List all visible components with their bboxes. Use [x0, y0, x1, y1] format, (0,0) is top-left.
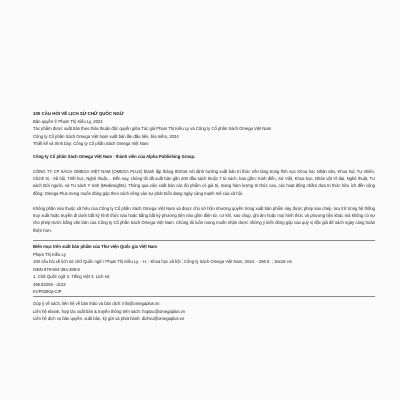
rights-paragraph: Không phần nào thuộc xã hữu của Công ty Cổ phần Sách Omega Việt Nam và được chủ sở hữu nhượng quyền trong xuất bản phẩm này được phép sao chép, lưu trữ trong hệ thống truy xuất hoặc truyền đi dưới bất kỳ hình thức nào hoặc bằng bất kỳ phương tiện nào gồm điện tử, cơ khí, sao chụp, ghi âm hoặc mọi hình thức và phương tiện khác mà không có sự cho phép trước bằng văn bản của Công ty Cổ phần Sách Omega Việt Nam. Chúng tôi luôn mong muốn nhận được những ý kiến đóng góp của quý vị độc giả để sách ngày càng hoàn thiện hơn. [33, 206, 375, 233]
publisher-heading: Công ty Cổ phần Sách Omega Việt Nam - thành viên của Alpha Publishing Group. [33, 154, 196, 159]
cataloging-heading: Biên mục trên xuất bản phẩm của Thư viện Quốc gia Việt Nam [33, 244, 157, 249]
edition-line: Công ty Cổ phần Sách Omega Việt Nam xuất bản lần đầu tiên, bìa mềm, 2024 [33, 133, 179, 139]
publisher-block [33, 153, 375, 161]
contact-cooperation: Liên hệ ebook, hợp tác xuất bản & truyền thông trên sách: hoptac@omegaplus.vn [33, 308, 186, 314]
publisher-about-paragraph: CÔNG TY CP SÁCH OMEGA VIỆT NAM (OMEGA PLUS) thành lập tháng 8/2016 với định hướng xuất bản tri thức nền tảng trong lĩnh vực Khoa học Nhân văn, Khoa học Tự nhiên, Chính trị - Xã hội, Triết học, Nghệ thuật.... Đến nay, chúng tôi đã xuất bản gần 200 đầu sách thuộc 7 tủ sách, bao gồm: Kinh điển, Sử Việt, Khoa học, Nhân vật Vĩ đại, Nghệ thuật, Tư sách Đời người, và Tư sách Y sinh (Medinsights). Thông qua việc xuất bản các ấn phẩm có giá trị, mang hàm lượng tri thức cao, các hoạt động nhằm đưa tri thức hữu ích đến cộng đồng; Omega Plus mong muốn đóng góp theo cách riêng vào sự phát triển đang ngày càng mạnh mẽ của xã hội. [33, 169, 375, 196]
cataloging-author: Phạm Thị Kiều Ly [33, 251, 66, 257]
book-title: 100 CÂU HỎI VỀ LỊCH SỬ CHỮ QUỐC NGỮ [33, 111, 124, 116]
classification-number: 495.92209 - dc23 [33, 281, 66, 287]
subject-headings: 1. Chữ Quốc ngữ 2. Tiếng Việt 3. Lịch sử [33, 274, 110, 279]
cip-number: KVP0290p-CIP [33, 289, 62, 295]
isbn: ISBN 978-604-394-289-6 [33, 266, 80, 272]
contact-services: Liên hệ dịch vụ bản quyền, xuất bản, ký gửi và phát hành: dichvu@omegaplus.vn [33, 316, 185, 322]
agreement-line: Tác phẩm được xuất bản theo thỏa thuận độc quyền giữa Tác giả Phạm Thị Kiều Ly và Công ty Cổ phần Sách Omega Việt Nam [33, 126, 272, 132]
contact-block [33, 300, 375, 323]
divider-bottom [33, 296, 375, 297]
design-line: Thiết kế và trình bày: Công ty Cổ phần Sách Omega Việt Nam [33, 141, 149, 147]
cataloging-record: 100 câu hỏi về lịch sử chữ Quốc ngữ / Phạm Thị Kiều Ly. - H. : Khoa học xã hội ; Công ty Sách Omega Việt Nam, 2024. - 256 tr. ; 16x18 cm [33, 259, 293, 265]
cataloging-subjects [33, 273, 375, 296]
copyright-line: Bản quyền © Phạm Thị Kiều Ly, 2024 [33, 118, 103, 124]
cataloging-block [33, 243, 375, 273]
divider-top [33, 240, 375, 241]
contact-info: Góp ý về sách, liên hệ về bản thảo và bản dịch: info@omegaplus.vn [33, 301, 160, 306]
copyright-block [33, 110, 375, 148]
